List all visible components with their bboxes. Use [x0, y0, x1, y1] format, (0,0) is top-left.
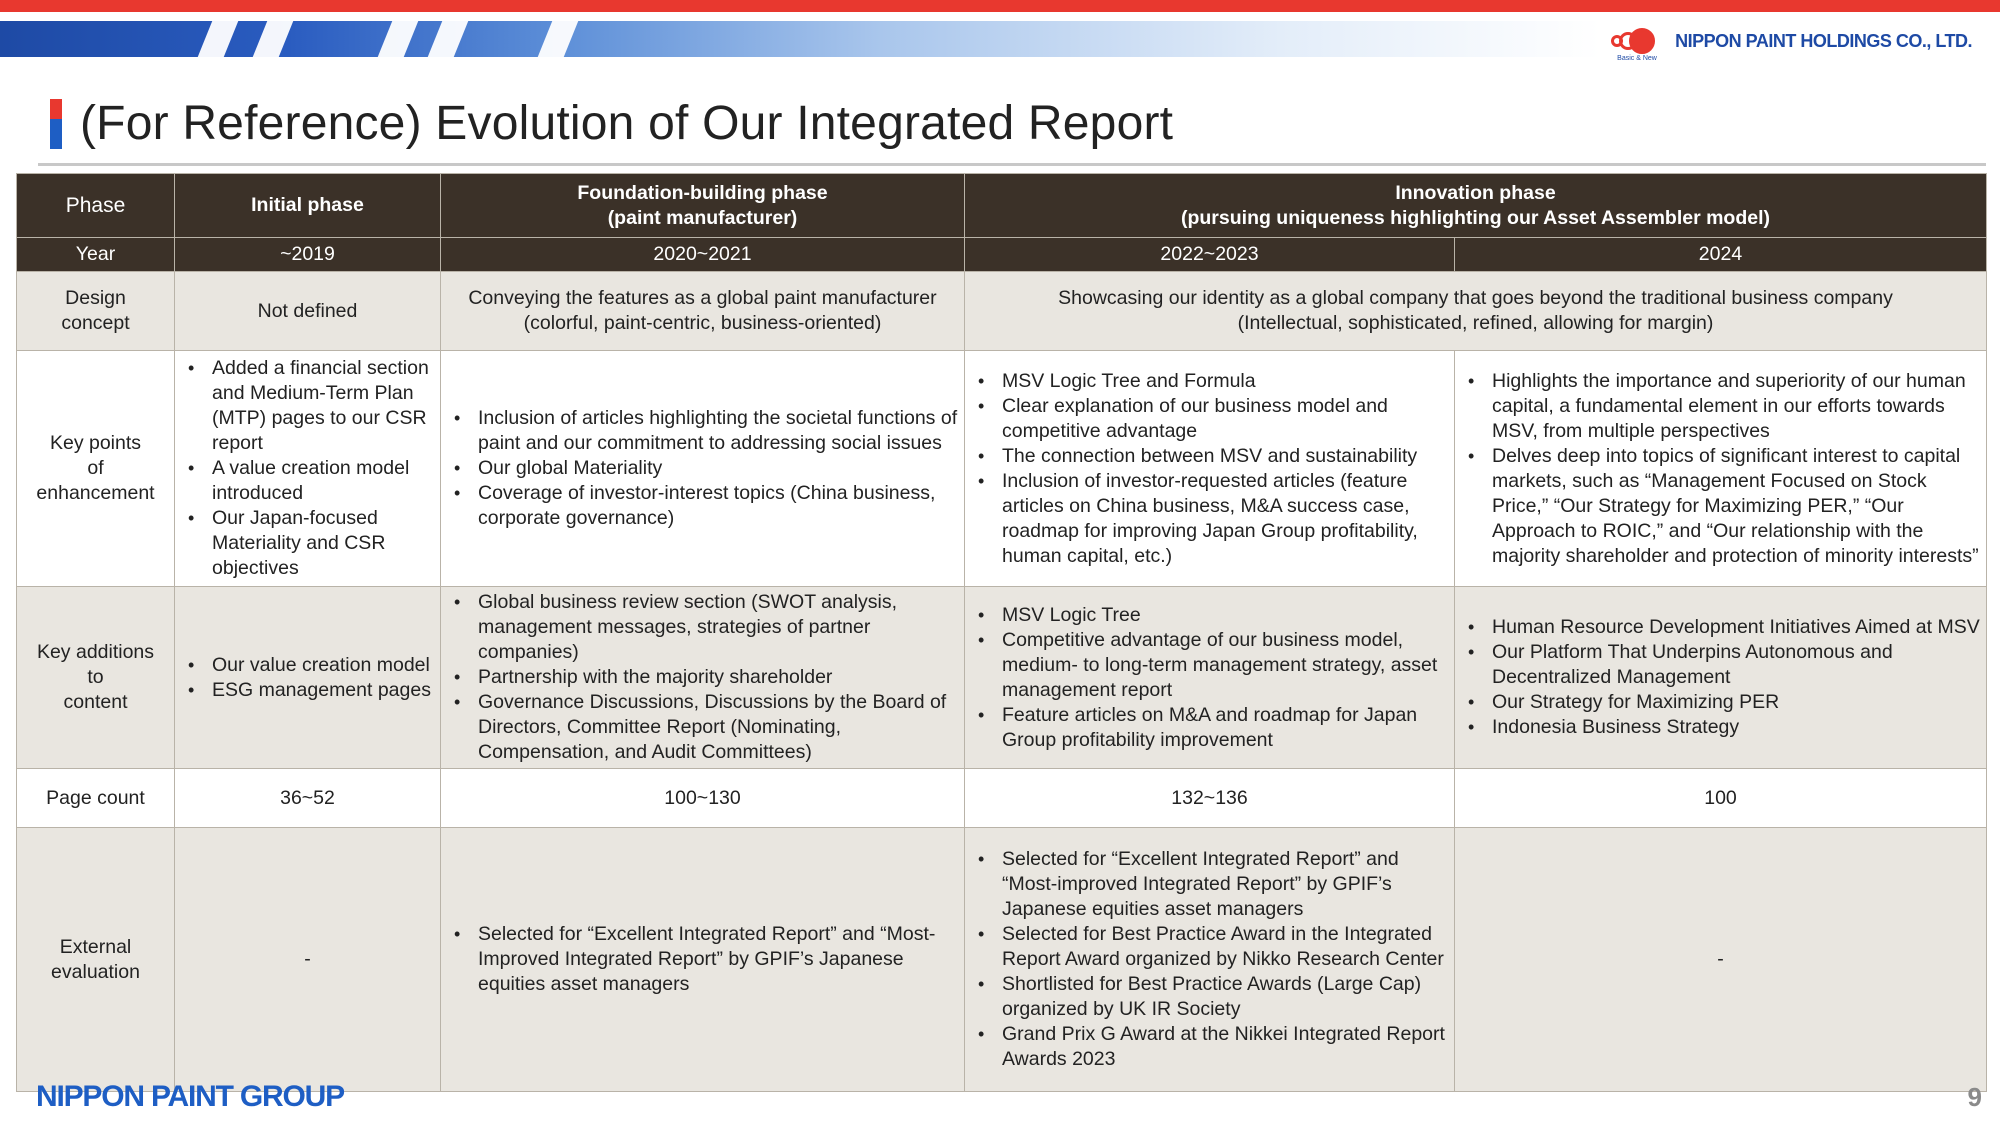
enhancement-foundation	[441, 351, 965, 587]
additions-row	[17, 587, 1987, 769]
phase-header-row	[17, 174, 1987, 238]
list-item: • Inclusion of investor-requested articles (feature articles on China business, M&A success case, roadmap for improving Japan Group profitability, human capital, etc.)	[973, 469, 1448, 569]
design-foundation: Conveying the features as a global paint manufacturer (colorful, paint-centric, business-oriented)	[441, 272, 965, 351]
evaluation-innovation-b: -	[1455, 828, 1987, 1092]
list-item: • Feature articles on M&A and roadmap for Japan Group profitability improvement	[973, 703, 1448, 753]
bullet-list	[973, 603, 1448, 753]
list-item: • Indonesia Business Strategy	[1463, 715, 1980, 740]
list-item: • Partnership with the majority shareholder	[449, 665, 958, 690]
company-name: NIPPON PAINT HOLDINGS CO., LTD.	[1675, 30, 1972, 51]
enhancement-label: Key points of enhancement	[17, 351, 175, 587]
list-item: • Our global Materiality	[449, 456, 958, 481]
pages-innovation-a: 132~136	[965, 769, 1455, 828]
list-item: • Selected for Best Practice Award in the Integrated Report Award organized by Nikko Research Center	[973, 922, 1448, 972]
title-accent-bar	[50, 99, 62, 149]
top-blue-band	[0, 21, 1600, 57]
phase-label-cell: Phase	[17, 174, 175, 238]
top-red-band	[0, 0, 2000, 12]
list-item: • Inclusion of articles highlighting the societal functions of paint and our commitment to addressing social issues	[449, 406, 958, 456]
year-header-row	[17, 238, 1987, 272]
design-concept-label: Design concept	[17, 272, 175, 351]
list-item: • Selected for “Excellent Integrated Report” and “Most-improved Integrated Report” by GPIF’s Japanese equities asset managers	[973, 847, 1448, 922]
design-innovation: Showcasing our identity as a global company that goes beyond the traditional business company (Intellectual, sophisticated, refined, allowing for margin)	[965, 272, 1987, 351]
list-item: • A value creation model introduced	[183, 456, 434, 506]
evolution-table	[16, 173, 1987, 1092]
title-divider	[38, 163, 1986, 166]
year-label-cell: Year	[17, 238, 175, 272]
additions-innovation-a	[965, 587, 1455, 769]
enhancement-row	[17, 351, 1987, 587]
company-logo-icon	[1611, 26, 1669, 62]
page-count-label: Page count	[17, 769, 175, 828]
bullet-list	[449, 406, 958, 531]
bullet-list	[1463, 615, 1980, 740]
list-item: • Our Platform That Underpins Autonomous and Decentralized Management	[1463, 640, 1980, 690]
title-block	[50, 96, 1173, 151]
evaluation-initial: -	[175, 828, 441, 1092]
year-initial: ~2019	[175, 238, 441, 272]
page-title: (For Reference) Evolution of Our Integrated Report	[80, 97, 1174, 150]
list-item: • Our Japan-focused Materiality and CSR objectives	[183, 506, 434, 581]
list-item: • ESG management pages	[183, 678, 434, 703]
additions-label: Key additions to content	[17, 587, 175, 769]
list-item: • Governance Discussions, Discussions by the Board of Directors, Committee Report (Nominating, Compensation, and Audit Committees)	[449, 690, 958, 765]
year-innovation-a: 2022~2023	[965, 238, 1455, 272]
additions-foundation	[441, 587, 965, 769]
pages-initial: 36~52	[175, 769, 441, 828]
year-foundation: 2020~2021	[441, 238, 965, 272]
bullet-list	[183, 356, 434, 581]
bullet-list	[1463, 369, 1980, 569]
bullet-list	[183, 653, 434, 703]
list-item: • Coverage of investor-interest topics (China business, corporate governance)	[449, 481, 958, 531]
list-item: • Human Resource Development Initiatives Aimed at MSV	[1463, 615, 1980, 640]
list-item: • Selected for “Excellent Integrated Report” and “Most-Improved Integrated Report” by GPIF’s Japanese equities asset managers	[449, 922, 958, 997]
phase-initial: Initial phase	[175, 174, 441, 238]
list-item: • Added a financial section and Medium-Term Plan (MTP) pages to our CSR report	[183, 356, 434, 456]
list-item: • Clear explanation of our business model and competitive advantage	[973, 394, 1448, 444]
pages-foundation: 100~130	[441, 769, 965, 828]
evaluation-innovation-a	[965, 828, 1455, 1092]
list-item: • Grand Prix G Award at the Nikkei Integrated Report Awards 2023	[973, 1022, 1448, 1072]
additions-innovation-b	[1455, 587, 1987, 769]
evaluation-row	[17, 828, 1987, 1092]
phase-innovation: Innovation phase (pursuing uniqueness highlighting our Asset Assembler model)	[965, 174, 1987, 238]
company-logo	[1611, 26, 1972, 62]
phase-foundation: Foundation-building phase (paint manufacturer)	[441, 174, 965, 238]
additions-initial	[175, 587, 441, 769]
bullet-list	[973, 369, 1448, 569]
pages-innovation-b: 100	[1455, 769, 1987, 828]
list-item: • MSV Logic Tree and Formula	[973, 369, 1448, 394]
list-item: • The connection between MSV and sustainability	[973, 444, 1448, 469]
design-concept-row	[17, 272, 1987, 351]
list-item: • Our Strategy for Maximizing PER	[1463, 690, 1980, 715]
enhancement-innovation-a	[965, 351, 1455, 587]
group-logo: NIPPON PAINT GROUP	[36, 1080, 344, 1113]
list-item: • Our value creation model	[183, 653, 434, 678]
page-number: 9	[1967, 1082, 1982, 1112]
bullet-list	[973, 847, 1448, 1072]
list-item: • Competitive advantage of our business model, medium- to long-term management strategy, asset management report	[973, 628, 1448, 703]
list-item: • Shortlisted for Best Practice Awards (Large Cap) organized by UK IR Society	[973, 972, 1448, 1022]
list-item: • Global business review section (SWOT analysis, management messages, strategies of partner companies)	[449, 590, 958, 665]
list-item: • MSV Logic Tree	[973, 603, 1448, 628]
logo-tagline: Basic & New	[1617, 55, 1657, 62]
enhancement-innovation-b	[1455, 351, 1987, 587]
evaluation-foundation	[441, 828, 965, 1092]
page-count-row	[17, 769, 1987, 828]
evaluation-label: External evaluation	[17, 828, 175, 1092]
design-initial: Not defined	[175, 272, 441, 351]
enhancement-initial	[175, 351, 441, 587]
list-item: • Delves deep into topics of significant interest to capital markets, such as “Management Focused on Stock Price,” “Our Strategy for Maximizing PER,” “Our Approach to ROIC,” and “Our relationship with the majority shareholder and protection of minority interests”	[1463, 444, 1980, 569]
list-item: • Highlights the importance and superiority of our human capital, a fundamental element in our efforts towards MSV, from multiple perspectives	[1463, 369, 1980, 444]
bullet-list	[449, 590, 958, 765]
year-innovation-b: 2024	[1455, 238, 1987, 272]
bullet-list	[449, 922, 958, 997]
